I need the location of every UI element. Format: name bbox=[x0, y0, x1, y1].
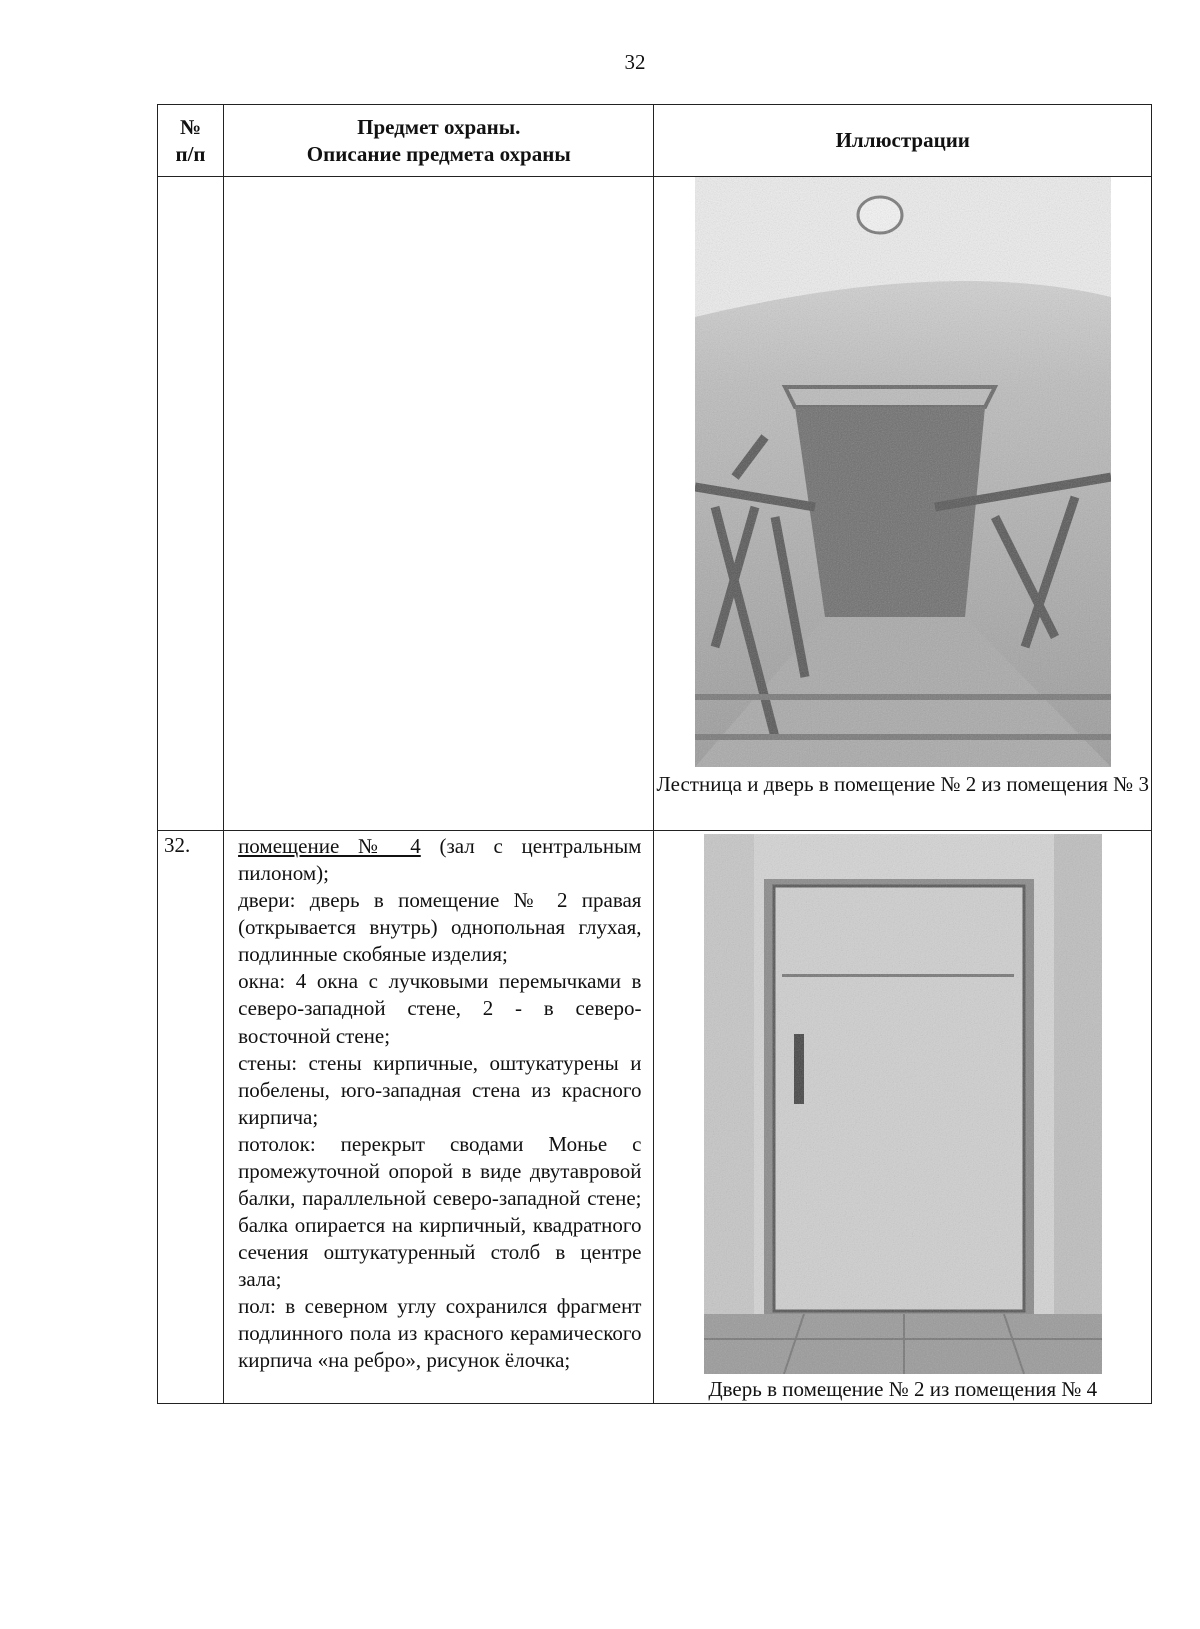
table-row bbox=[158, 831, 1152, 1404]
row-number: 32. bbox=[158, 831, 224, 1404]
windows-paragraph: окна: 4 окна с лучковыми перемычками в северо-западной стене, 2 - в северо-восточной стене; bbox=[238, 969, 642, 1048]
floor-paragraph: пол: в северном углу сохранился фрагмент подлинного пола из красного керамического кирпича «на ребро», рисунок ёлочка; bbox=[238, 1294, 642, 1373]
staircase-photo bbox=[695, 177, 1111, 767]
header-subject-line1: Предмет охраны. bbox=[357, 115, 521, 140]
page-number: 32 bbox=[624, 50, 646, 74]
ceiling-paragraph: потолок: перекрыт сводами Монье с промежуточной опорой в виде двутавровой балки, параллельной северо-западной стене; балка опирается на кирпичный, квадратного сечения оштукатуренный столб в центре зала; bbox=[238, 1131, 642, 1292]
header-number: № п/п bbox=[158, 105, 224, 177]
table-header-row bbox=[158, 105, 1152, 177]
row-number bbox=[158, 177, 224, 831]
door-caption: Дверь в помещение № 2 из помещения № 4 bbox=[708, 1377, 1098, 1401]
table-row bbox=[158, 177, 1152, 831]
row-description bbox=[224, 177, 654, 831]
heritage-table bbox=[157, 104, 1152, 1404]
room-title-rest: (зал с центральным пилоном); bbox=[238, 834, 642, 886]
header-illustrations: Иллюстрации bbox=[654, 105, 1152, 177]
room-title bbox=[238, 833, 641, 887]
header-subject bbox=[224, 105, 654, 177]
row-description bbox=[224, 831, 654, 1404]
header-subject-line2: Описание предмета охраны bbox=[306, 141, 571, 166]
doors-paragraph: двери: дверь в помещение № 2 правая (открывается внутрь) однопольная глухая, подлинные скобяные изделия; bbox=[238, 888, 642, 967]
room-title-underlined: помещение № 4 bbox=[238, 834, 421, 858]
illustration-cell bbox=[654, 177, 1152, 831]
walls-paragraph: стены: стены кирпичные, оштукатурены и побелены, юго-западная стена из красного кирпича; bbox=[238, 1050, 642, 1129]
illustration-cell bbox=[654, 831, 1152, 1404]
staircase-caption: Лестница и дверь в помещение № 2 из помещения № 3 bbox=[656, 772, 1149, 796]
door-photo bbox=[704, 834, 1102, 1374]
